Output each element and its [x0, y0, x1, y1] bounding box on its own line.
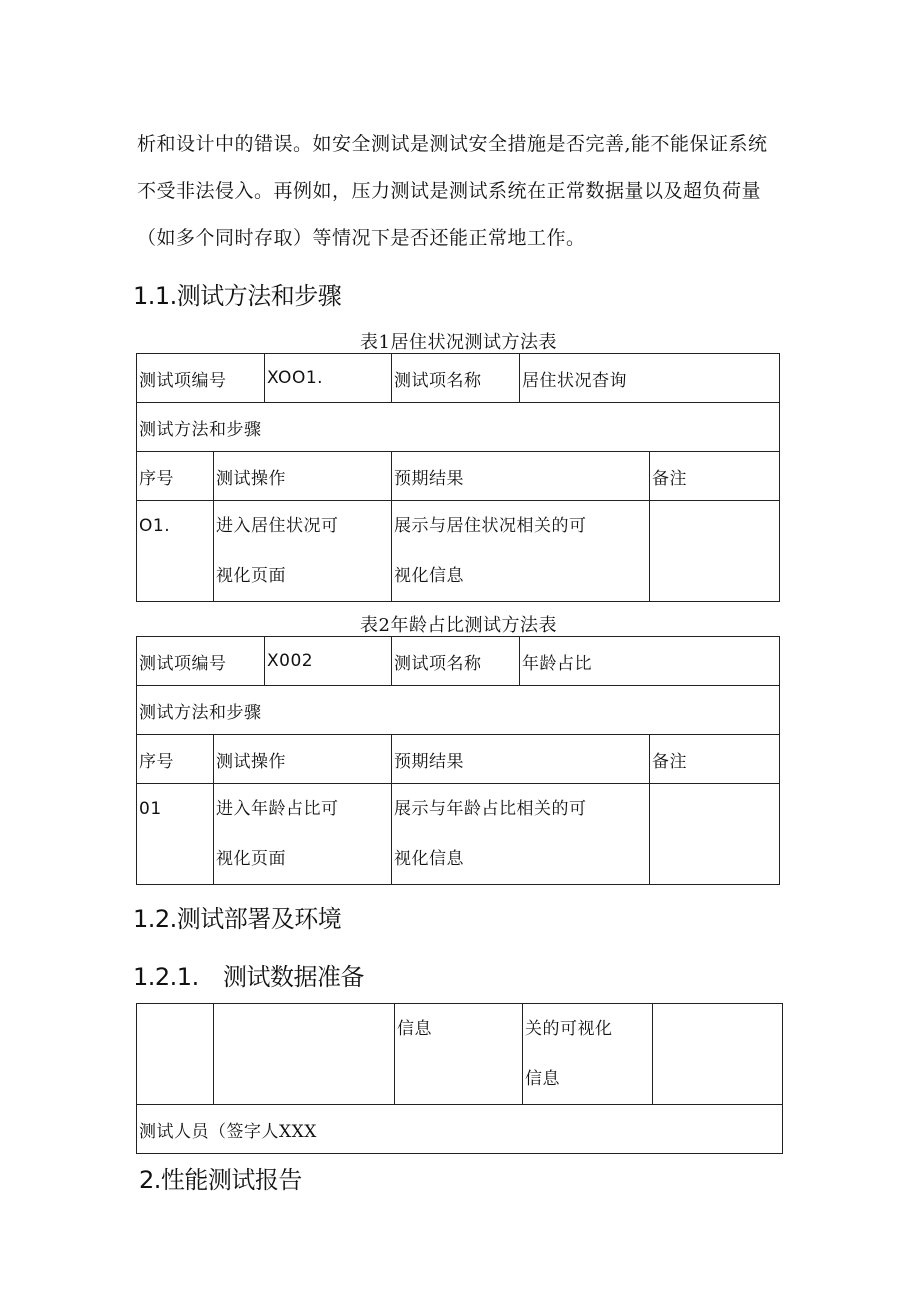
table2-row-exp-line2: 视化信息 [394, 849, 464, 869]
section-heading-2 [139, 1160, 302, 1195]
table1-row-exp-line2: 视化信息 [394, 566, 464, 586]
table2-row-expected [392, 784, 650, 885]
table1-header-note: 备注 [650, 452, 780, 501]
table3-cell-4 [523, 1004, 653, 1105]
section-heading-1-2-1 [133, 957, 364, 992]
intro-line-1: 析和设计中的错误。如安全测试是测试安全措施是否完善,能不能保证系统 [137, 133, 768, 155]
section-title: 性能测试报告 [160, 1166, 302, 1194]
table2-row-op-line1: 进入年龄占比可 [216, 799, 339, 819]
intro-paragraph [137, 121, 787, 262]
table1-row-op-line2: 视化页面 [216, 566, 286, 586]
table1-name-value: 居住状况杳询 [520, 354, 780, 403]
table2-id-value: X002 [265, 637, 392, 686]
section-heading-1-1 [133, 276, 341, 311]
section-number: 2. [139, 1166, 161, 1194]
section-heading-1-2 [133, 899, 341, 934]
table2-id-label: 测试项编号 [137, 637, 265, 686]
table1 [136, 353, 780, 602]
table2-row-op-line2: 视化页面 [216, 849, 286, 869]
table3 [136, 1003, 783, 1154]
intro-line-3: （如多个同时存取）等情况下是否还能正常地工作。 [137, 227, 586, 249]
table1-row-op [214, 501, 392, 602]
table2-name-label: 测试项名称 [392, 637, 520, 686]
table3-cell-3 [395, 1004, 523, 1105]
table1-caption: 表1居住状况测试方法表 [360, 332, 557, 353]
section-title: 测试部署及环境 [176, 905, 342, 933]
table2-name-value: 年龄占比 [520, 637, 780, 686]
table2-row-op [214, 784, 392, 885]
table1-row-op-line1: 进入居住状况可 [216, 516, 339, 536]
table3-cell-2 [214, 1004, 395, 1105]
table2-row-note [650, 784, 780, 885]
section-number: 1.2.1. [133, 963, 199, 991]
table3-cell-4-line2: 信息 [525, 1069, 560, 1089]
table2-row-exp-line1: 展示与年龄占比相关的可 [394, 799, 587, 819]
table1-header-no: 序号 [137, 452, 214, 501]
table1-header-expected: 预期结果 [392, 452, 650, 501]
section-number: 1.2. [133, 905, 177, 933]
table2 [136, 636, 780, 885]
table1-header-op: 测试操作 [214, 452, 392, 501]
table3-cell-5 [653, 1004, 783, 1105]
section-title: 测试数据准备 [223, 963, 364, 991]
table1-id-label: 测试项编号 [137, 354, 265, 403]
table2-header-note: 备注 [650, 735, 780, 784]
intro-line-2: 不受非法侵入。再例如，压力测试是测试系统在正常数据量以及超负荷量 [137, 180, 762, 202]
table1-row-expected [392, 501, 650, 602]
table2-header-expected: 预期结果 [392, 735, 650, 784]
table3-tester: 测试人员（签字人XXX [137, 1105, 783, 1154]
section-title: 测试方法和步骤 [176, 282, 342, 310]
table1-method-label: 测试方法和步骤 [137, 403, 780, 452]
table2-caption: 表2年龄占比测试方法表 [360, 615, 557, 636]
table3-cell-4-line1: 关的可视化 [525, 1019, 613, 1039]
section-number: 1.1. [133, 282, 177, 310]
table1-row-exp-line1: 展示与居住状况相关的可 [394, 516, 587, 536]
table1-row-note [650, 501, 780, 602]
table2-method-label: 测试方法和步骤 [137, 686, 780, 735]
table1-name-label: 测试项名称 [392, 354, 520, 403]
table1-id-value: XOO1. [265, 354, 392, 403]
table1-row-no: O1. [137, 501, 214, 602]
table3-cell-3-line: 信息 [397, 1019, 432, 1039]
table2-header-op: 测试操作 [214, 735, 392, 784]
table3-cell-1 [137, 1004, 214, 1105]
table2-header-no: 序号 [137, 735, 214, 784]
table2-row-no: 01 [137, 784, 214, 885]
